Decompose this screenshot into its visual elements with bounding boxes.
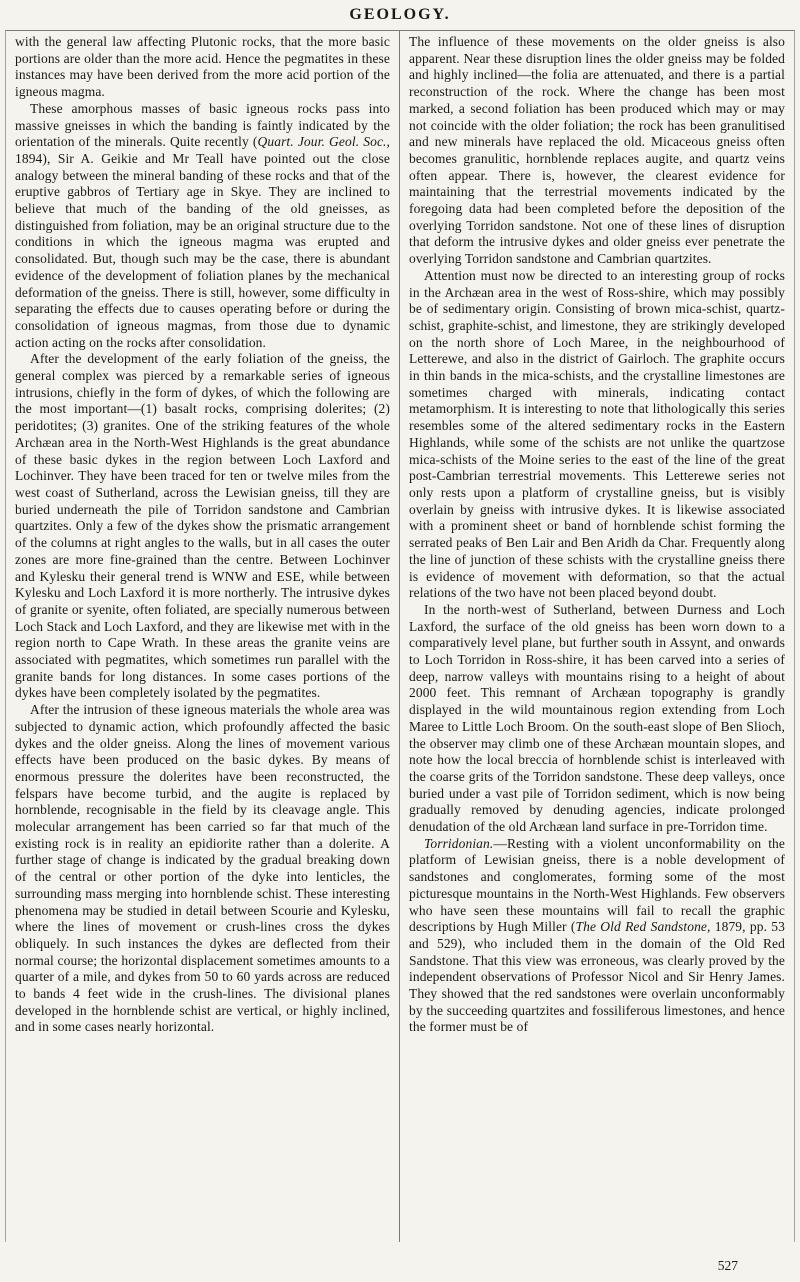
- italic-text-run: The Old Red Sandstone,: [575, 919, 711, 935]
- text-run: After the intrusion of these igneous materials the whole area was subjected to dynamic action, which profoundly affected the basic dykes and the older gneiss. Along the lines of movement various effects have been produced on the basic dykes. By means of enormous pressure the dolerites have been reconstructed, the felspars have become turbid, and the augite is replaced by hornblende, recognisable in the field by its cleavage angle. This molecular arrangement has been carried so far that much of the existing rock is in reality an epidiorite rather than a dolerite. A further stage of change is indicated by the gradual breaking down of the central or other portion of the dyke into lenticles, the surrounding mass merging into hornblende schist. These interesting phenomena may be studied in detail between Scourie and Kylesku, where the lines of movement or crush-lines cross the dykes obliquely. In such instances the dykes are deflected from their normal course; the horizontal displacement sometimes amounts to a quarter of a mile, and dykes from 50 to 60 yards across are reduced to bands 4 feet wide in the crush-lines. The divisional planes developed in the hornblende schist are vertical, or highly inclined, and in some cases nearly horizontal.: [15, 702, 390, 1035]
- paragraph: [15, 34, 390, 101]
- paragraph: [15, 351, 390, 702]
- page-number: 527: [717, 1258, 738, 1273]
- paragraph: [409, 836, 785, 1036]
- paragraph: [409, 34, 785, 268]
- text-run: 1894), Sir A. Geikie and Mr Teall have pointed out the close analogy between the mineral banding of these rocks and that of the eruptive gabbros of Tertiary age in Skye. They are inclined to believe that much of the banding of the old gneisses, as distinguished from foliation, may be an original structure due to the conditions in which the igneous magma was erupted and consolidated. But, though such may be the case, there is abundant evidence of the development of foliation planes by the mechanical deformation of the gneiss. There is still, however, some difficulty in separating the effects due to causes operating before or during the consolidation of igneous magmas, from those due to dynamic action acting on the rocks after consolidation.: [15, 150, 390, 350]
- text-run: Attention must now be directed to an interesting group of rocks in the Archæan area in the west of Ross-shire, which may possibly be of sedimentary origin. Consisting of brown mica-schist, quartz-schist, graphite-schist, and limestone, they are strikingly developed on the north shore of Loch Maree, in the neighbourhood of Letterewe, and also in the district of Gairloch. The graphite occurs in thin bands in the mica-schists, and the crystalline limestones are sometimes charged with minerals, indicating contact metamorphism. It is interesting to note that lithologically this series resembles some of the altered sedimentary rocks in the Eastern Highlands, while some of the schists are not unlike the quartzose mica-schists of the Moine series to the east of the line of the great post-Cambrian terrestrial movements. This Letterewe series not only rests upon a platform of crystalline gneiss, but is visibly overlain by gneiss with intrusive dykes. It is likewise associated with a prominent sheet or band of hornblende schist forming the serrated peaks of Ben Lair and Ben Aridh da Char. Frequently along the line of junction of these schists with the crystalline gneiss there is evidence of movement with deformation, so that the actual relations of the two have not been placed beyond doubt.: [409, 267, 785, 601]
- italic-text-run: Quart. Jour. Geol. Soc.,: [257, 134, 391, 150]
- paragraph: [409, 602, 785, 836]
- text-run: The influence of these movements on the older gneiss is also apparent. Near these disruption lines the older gneiss may be folded and highly inclined—the folia are attenuated, and there is a partial reconstruction of the rock. Where the change has been most marked, a second foliation has been produced which may or may not coincide with the older foliation; the rock has been granulitised and new minerals have replaced the old. Micaceous gneiss often becomes granulitic, hornblende replaces augite, and quartz veins often appear. There is, however, the clearest evidence for maintaining that the terrestrial movements indicated by the foregoing data had been completed before the deposition of the overlying Torridon sandstone. Not one of these lines of disruption that deform the intrusive dykes and older gneiss ever penetrate the overlying Torridon sandstone and Cambrian quartzites.: [409, 34, 785, 267]
- text-run: 1879, pp. 53 and 529), who included them in the domain of the Old Red Sandstone. That this view was erroneous, was clearly proved by the independent observations of Professor Nicol and Sir Henry James. They showed that the red sandstones were overlain unconformably by the succeeding quartzites and fossiliferous limestones, and hence the former must be of: [409, 919, 785, 1035]
- page-header: [0, 0, 800, 30]
- text-run: with the general law affecting Plutonic rocks, that the more basic portions are older than the more acid. Hence the pegmatites in these instances may have been derived from the more acid portion of the igneous magma.: [15, 34, 390, 100]
- italic-text-run: Torridonian.: [424, 835, 494, 851]
- text-run: These amorphous masses of basic igneous rocks pass into massive gneisses in which the banding is faintly indicated by the orientation of the minerals. Quite recently (: [15, 100, 390, 150]
- paragraph: [409, 268, 785, 602]
- text-run: After the development of the early foliation of the gneiss, the general complex was pierced by a remarkable series of igneous intrusions, chiefly in the form of dykes, of which the following are the most important—(1) basalt rocks, comprising dolerites; (2) peridotites; (3) granites. One of the striking features of the whole Archæan area in the North-West Highlands is the great abundance of these basic dykes in the region between Loch Laxford and Lochinver. They have been traced for ten or twelve miles from the west coast of Sutherland, across the Lewisian gneiss, till they are buried underneath the pile of Torridon sandstone and Cambrian quartzites. Only a few of the dykes show the prismatic arrangement of the columns at right angles to the walls, but in all cases the outer zones are more fine-grained than the centre. Between Lochinver and Kylesku their general trend is WNW and ESE, while between Kylesku and Loch Laxford it is more northerly. The intrusive dykes of granite or syenite, often foliated, are specially numerous between Loch Stack and Loch Laxford, and they are likewise met with in the region north to Cape Wrath. In these areas the granite veins are associated with pegmatites, which sometimes run parallel with the granite bands for long distances. In some cases portions of the dykes have been completely isolated by the pegmatites.: [15, 351, 390, 701]
- left-column: [6, 31, 400, 1242]
- page-title: GEOLOGY.: [349, 6, 451, 23]
- text-run: In the north-west of Sutherland, between Durness and Loch Laxford, the surface of the old gneiss has been worn down to a comparatively level plane, but further south in Assynt, and onwards to Loch Torridon in Ross-shire, it has been carved into a series of deep, narrow valleys with mountains rising to a height of about 2000 feet. This remnant of Archæan topography is grandly displayed in the wild mountainous region extending from Loch Maree to Little Loch Broom. On the south-east slope of Ben Slioch, the observer may climb one of these Archæan mountain slopes, and note how the local breccia of hornblende schist is interleaved with the coarse grits of the Torridon sandstone. These deep valleys, once buried under a vast pile of Torridon sediment, which is now being gradually removed by denuding agencies, indicate prolonged denudation of the old Archæan land surface in pre-Torridon time.: [409, 601, 785, 835]
- text-run: —Resting with a violent unconformability on the platform of Lewisian gneiss, there is a noble development of sandstones and conglomerates, forming some of the most picturesque mountains in the North-West Highlands. Few observers who have seen these mountains will fail to recall the graphic descriptions by Hugh Miller (: [409, 835, 785, 935]
- paragraph: [15, 101, 390, 352]
- paragraph: [15, 702, 390, 1036]
- text-frame: [5, 30, 795, 1242]
- right-column: [400, 31, 794, 1242]
